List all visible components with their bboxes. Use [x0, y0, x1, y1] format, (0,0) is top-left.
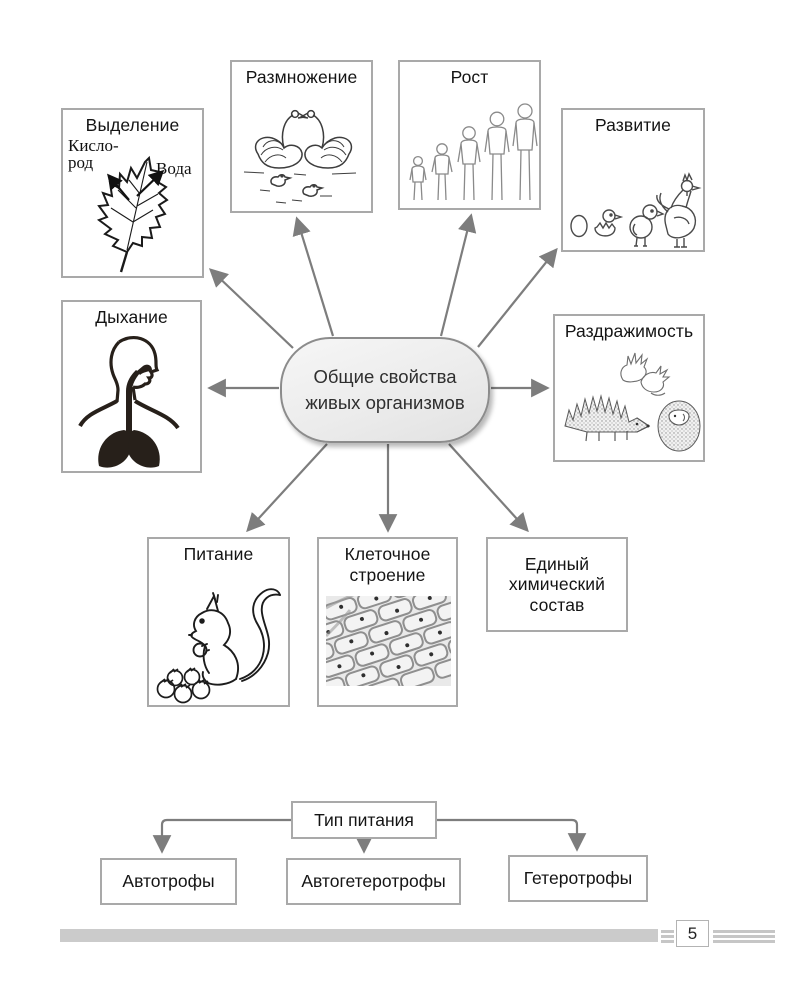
property-title: Дыхание	[95, 307, 168, 327]
page-number-box	[676, 920, 709, 947]
tree-node-label: Гетеротрофы	[523, 868, 633, 888]
footer-tick	[713, 935, 775, 938]
central-node	[280, 337, 490, 443]
water-label: Вода	[156, 159, 192, 178]
footer-rule-bar	[60, 929, 658, 942]
property-box-nutrition	[147, 537, 290, 707]
footer-tick	[713, 940, 775, 943]
property-title: Рост	[450, 67, 489, 87]
cells-micrograph-illustration	[326, 596, 451, 686]
property-title: Развитие	[594, 115, 672, 135]
footer-tick	[661, 930, 674, 933]
property-box-irritability	[553, 314, 705, 462]
property-title: Единый химический состав	[508, 553, 606, 615]
egg-chick-hen-illustration	[565, 148, 705, 250]
tree-node-autotrophs	[100, 858, 237, 905]
tree-node-heterotrophs	[508, 855, 648, 902]
footer-tick	[661, 940, 674, 943]
tree-node-autoheterotrophs	[286, 858, 461, 905]
human-growth-illustration	[404, 96, 539, 208]
property-box-respiration	[61, 300, 202, 473]
property-title: Размножение	[245, 67, 358, 87]
respiratory-system-illustration	[73, 330, 194, 472]
page-number: 5	[687, 923, 698, 943]
property-box-growth	[398, 60, 541, 210]
property-box-cellular-structure	[317, 537, 458, 707]
property-box-reproduction	[230, 60, 373, 213]
property-title: Раздражимость	[564, 321, 694, 341]
squirrel-illustration	[152, 565, 289, 705]
property-box-chemical-composition	[486, 537, 628, 632]
oxygen-label: Кисло- род	[68, 136, 119, 172]
swans-illustration	[236, 92, 371, 210]
footer-tick	[661, 935, 674, 938]
tree-root-nutrition-type	[291, 801, 437, 839]
tree-node-label: Автогетеротрофы	[301, 871, 446, 891]
hedgehog-illustration	[557, 344, 705, 462]
property-title: Клеточное строение	[344, 544, 431, 585]
footer-tick	[713, 930, 775, 933]
tree-root-label: Тип питания	[314, 809, 414, 830]
property-box-development	[561, 108, 705, 252]
central-node-label: Общие свойства живых организмов	[305, 366, 465, 413]
property-title: Питание	[183, 544, 254, 564]
property-box-excretion	[61, 108, 204, 278]
property-title: Выделение	[85, 115, 180, 135]
tree-node-label: Автотрофы	[122, 871, 215, 891]
